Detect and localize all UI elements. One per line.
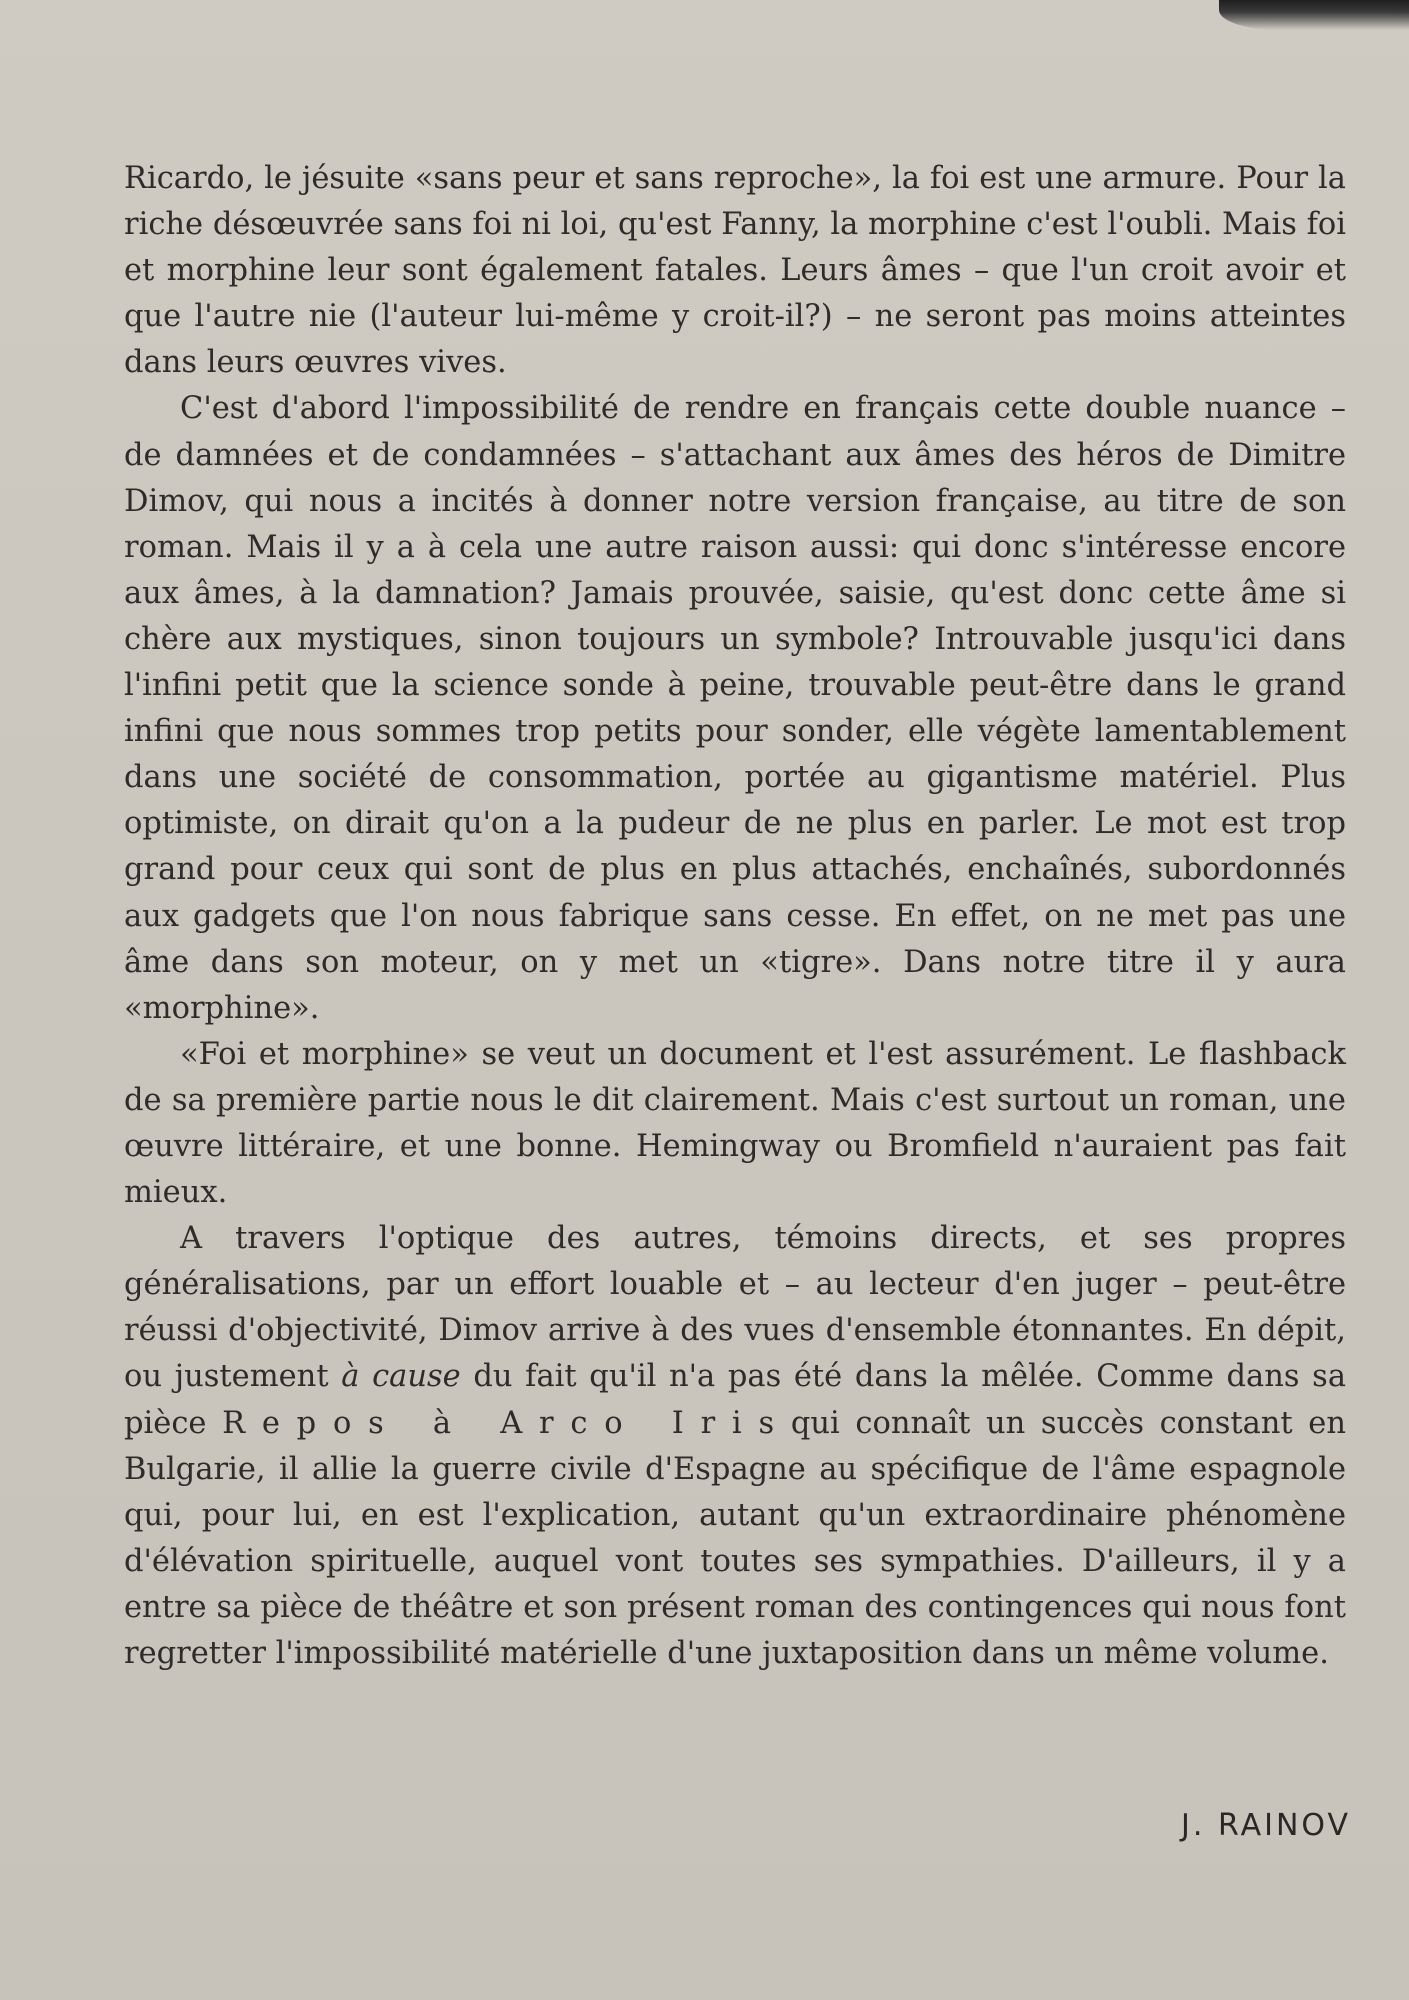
author-signature: J. RAINOV: [1181, 1808, 1351, 1843]
body-text: [124, 156, 1346, 1677]
paragraph-4-part-2: du fait qu'il n'a pas été dans la mêlée. Comme dans sa pièce: [124, 1359, 1347, 1441]
paragraph-4-italic: à cause: [341, 1359, 461, 1395]
page-corner-shadow: [1219, 0, 1409, 30]
paragraph-4-part-3: qui connaît un succès constant en Bulgarie, il allie la guerre civile d'Espagne au spécifique de l'âme espagnole qui, pour lui, en est l'explication, autant qu'un extraordinaire phénomène d'élévation spirituelle, auquel vont toutes ses sympathies. D'ailleurs, il y a entre sa pièce de théâtre et son présent roman des contingences qui nous font regretter l'impossibilité matérielle d'une juxtaposition dans un même volume.: [124, 1405, 1346, 1671]
paragraph-1: Ricardo, le jésuite «sans peur et sans reproche», la foi est une armure. Pour la riche désœuvrée sans foi ni loi, qu'est Fanny, la morphine c'est l'oubli. Mais foi et morphine leur sont également fatales. Leurs âmes – que l'un croit avoir et que l'autre nie (l'auteur lui-même y croit-il?) – ne seront pas moins atteintes dans leurs œuvres vives.: [124, 161, 1346, 381]
paragraph-3: «Foi et morphine» se veut un document et l'est assurément. Le flashback de sa première partie nous le dit clairement. Mais c'est surtout un roman, une œuvre littéraire, et une bonne. Hemingway ou Bromfield n'auraient pas fait mieux.: [124, 1036, 1346, 1211]
play-title: Repos à Arco Iris: [222, 1405, 791, 1441]
paragraph-4: [124, 1216, 1346, 1677]
paragraph-2: C'est d'abord l'impossibilité de rendre en français cette double nuance – de damnées et de condamnées – s'attachant aux âmes des héros de Dimitre Dimov, qui nous a incités à donner notre version française, au titre de son roman. Mais il y a à cela une autre raison aussi: qui donc s'intéresse encore aux âmes, à la damnation? Jamais prouvée, saisie, qu'est donc cette âme si chère aux mystiques, sinon toujours un symbole? Introuvable jusqu'ici dans l'infini petit que la science sonde à peine, trouvable peut-être dans le grand infini que nous sommes trop petits pour sonder, elle végète lamentablement dans une société de consommation, portée au gigantisme matériel. Plus optimiste, on dirait qu'on a la pudeur de ne plus en parler. Le mot est trop grand pour ceux qui sont de plus en plus attachés, enchaînés, subordonnés aux gadgets que l'on nous fabrique sans cesse. En effet, on ne met pas une âme dans son moteur, on y met un «tigre». Dans notre titre il y aura «morphine».: [124, 391, 1346, 1026]
paragraph-4-part-1: A travers l'optique des autres, témoins directs, et ses propres généralisations, par un effort louable et – au lecteur d'en juger – peut-être réussi d'objectivité, Dimov arrive à des vues d'ensemble étonnantes. En dépit, ou justement: [124, 1221, 1346, 1395]
